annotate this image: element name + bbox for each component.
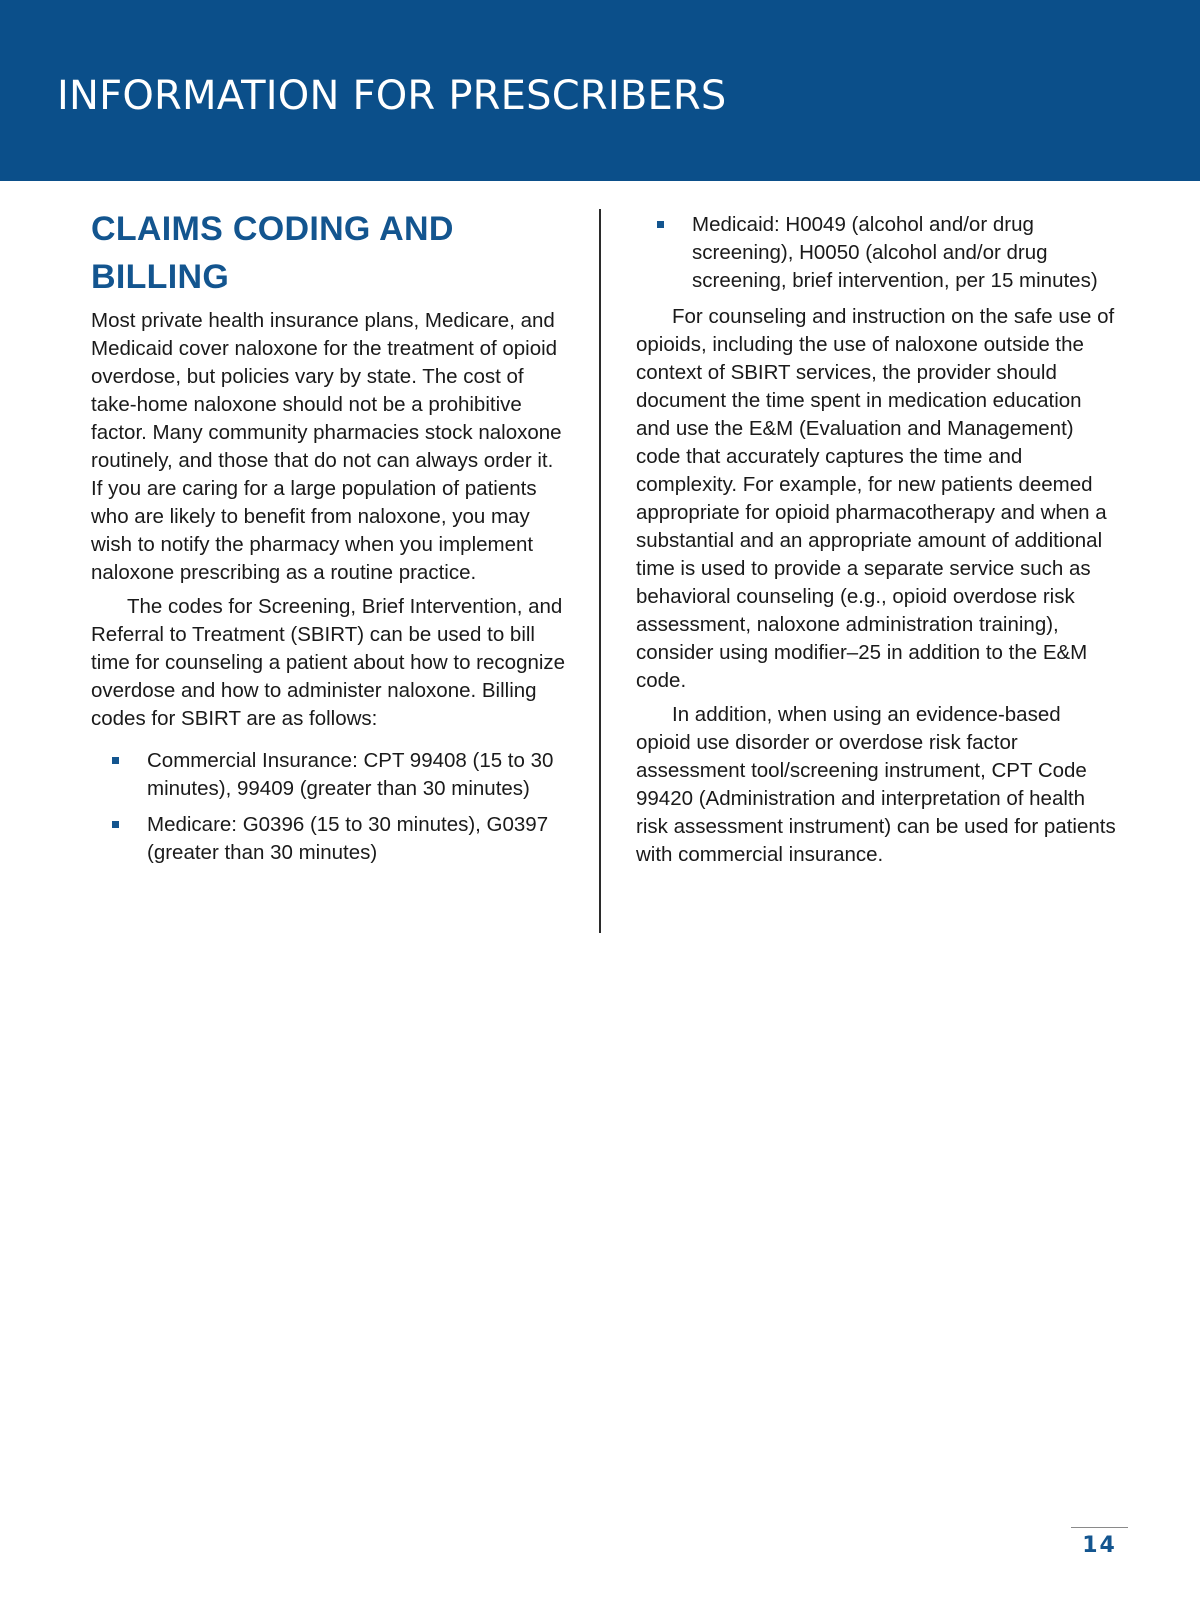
- list-item-medicaid: [636, 211, 1116, 295]
- list-item-medicare: [91, 811, 566, 867]
- list-item-text: Medicare: G0396 (15 to 30 minutes), G0397 (greater than 30 minutes): [147, 813, 549, 864]
- column-divider: [599, 209, 601, 933]
- sbirt-code-list: [91, 747, 566, 867]
- paragraph-risk-assessment: In addition, when using an evidence-based opioid use disorder or overdose risk factor assessment tool/screening instrument, CPT Code 99420 (Administration and interpretation of health risk assessment instrument) can be used for patients with commercial insurance.: [636, 703, 1116, 866]
- header-band: [0, 0, 1200, 181]
- left-column: [91, 205, 566, 875]
- list-item-text: Commercial Insurance: CPT 99408 (15 to 30 minutes), 99409 (greater than 30 minutes): [147, 749, 554, 800]
- sbirt-code-list-continued: [636, 211, 1116, 295]
- list-item-text: Medicaid: H0049 (alcohol and/or drug screening), H0050 (alcohol and/or drug screening, brief intervention, per 15 minutes): [692, 213, 1098, 292]
- paragraph-sbirt: The codes for Screening, Brief Intervention, and Referral to Treatment (SBIRT) can be used to bill time for counseling a patient about how to recognize overdose and how to administer naloxone. Billing codes for SBIRT are as follows:: [91, 595, 566, 730]
- section-title: CLAIMS CODING AND BILLING: [91, 210, 454, 296]
- paragraph-em-code: For counseling and instruction on the safe use of opioids, including the use of naloxone outside the context of SBIRT services, the provider should document the time spent in medication education and use the E&M (Evaluation and Management) code that accurately captures the time and complexity. For example, for new patients deemed appropriate for opioid pharmacotherapy and when a substantial and an appropriate amount of additional time is used to provide a separate service such as behavioral counseling (e.g., opioid overdose risk assessment, naloxone administration training), consider using modifier–25 in addition to the E&M code.: [636, 305, 1115, 692]
- page-number-rule: [1071, 1527, 1128, 1528]
- square-bullet-icon: [657, 221, 664, 228]
- page-header-title: INFORMATION FOR PRESCRIBERS: [57, 73, 727, 119]
- paragraph-coverage: Most private health insurance plans, Medicare, and Medicaid cover naloxone for the treatment of opioid overdose, but policies vary by state. The cost of take-home naloxone should not be a prohibitive factor. Many community pharmacies stock naloxone routinely, and those that do not can always order it. If you are caring for a large population of patients who are likely to benefit from naloxone, you may wish to notify the pharmacy when you implement naloxone prescribing as a routine practice.: [91, 309, 562, 584]
- page-number: 14: [1082, 1533, 1117, 1558]
- list-item-commercial-insurance: [91, 747, 566, 803]
- square-bullet-icon: [112, 821, 119, 828]
- right-column: [636, 205, 1116, 875]
- square-bullet-icon: [112, 757, 119, 764]
